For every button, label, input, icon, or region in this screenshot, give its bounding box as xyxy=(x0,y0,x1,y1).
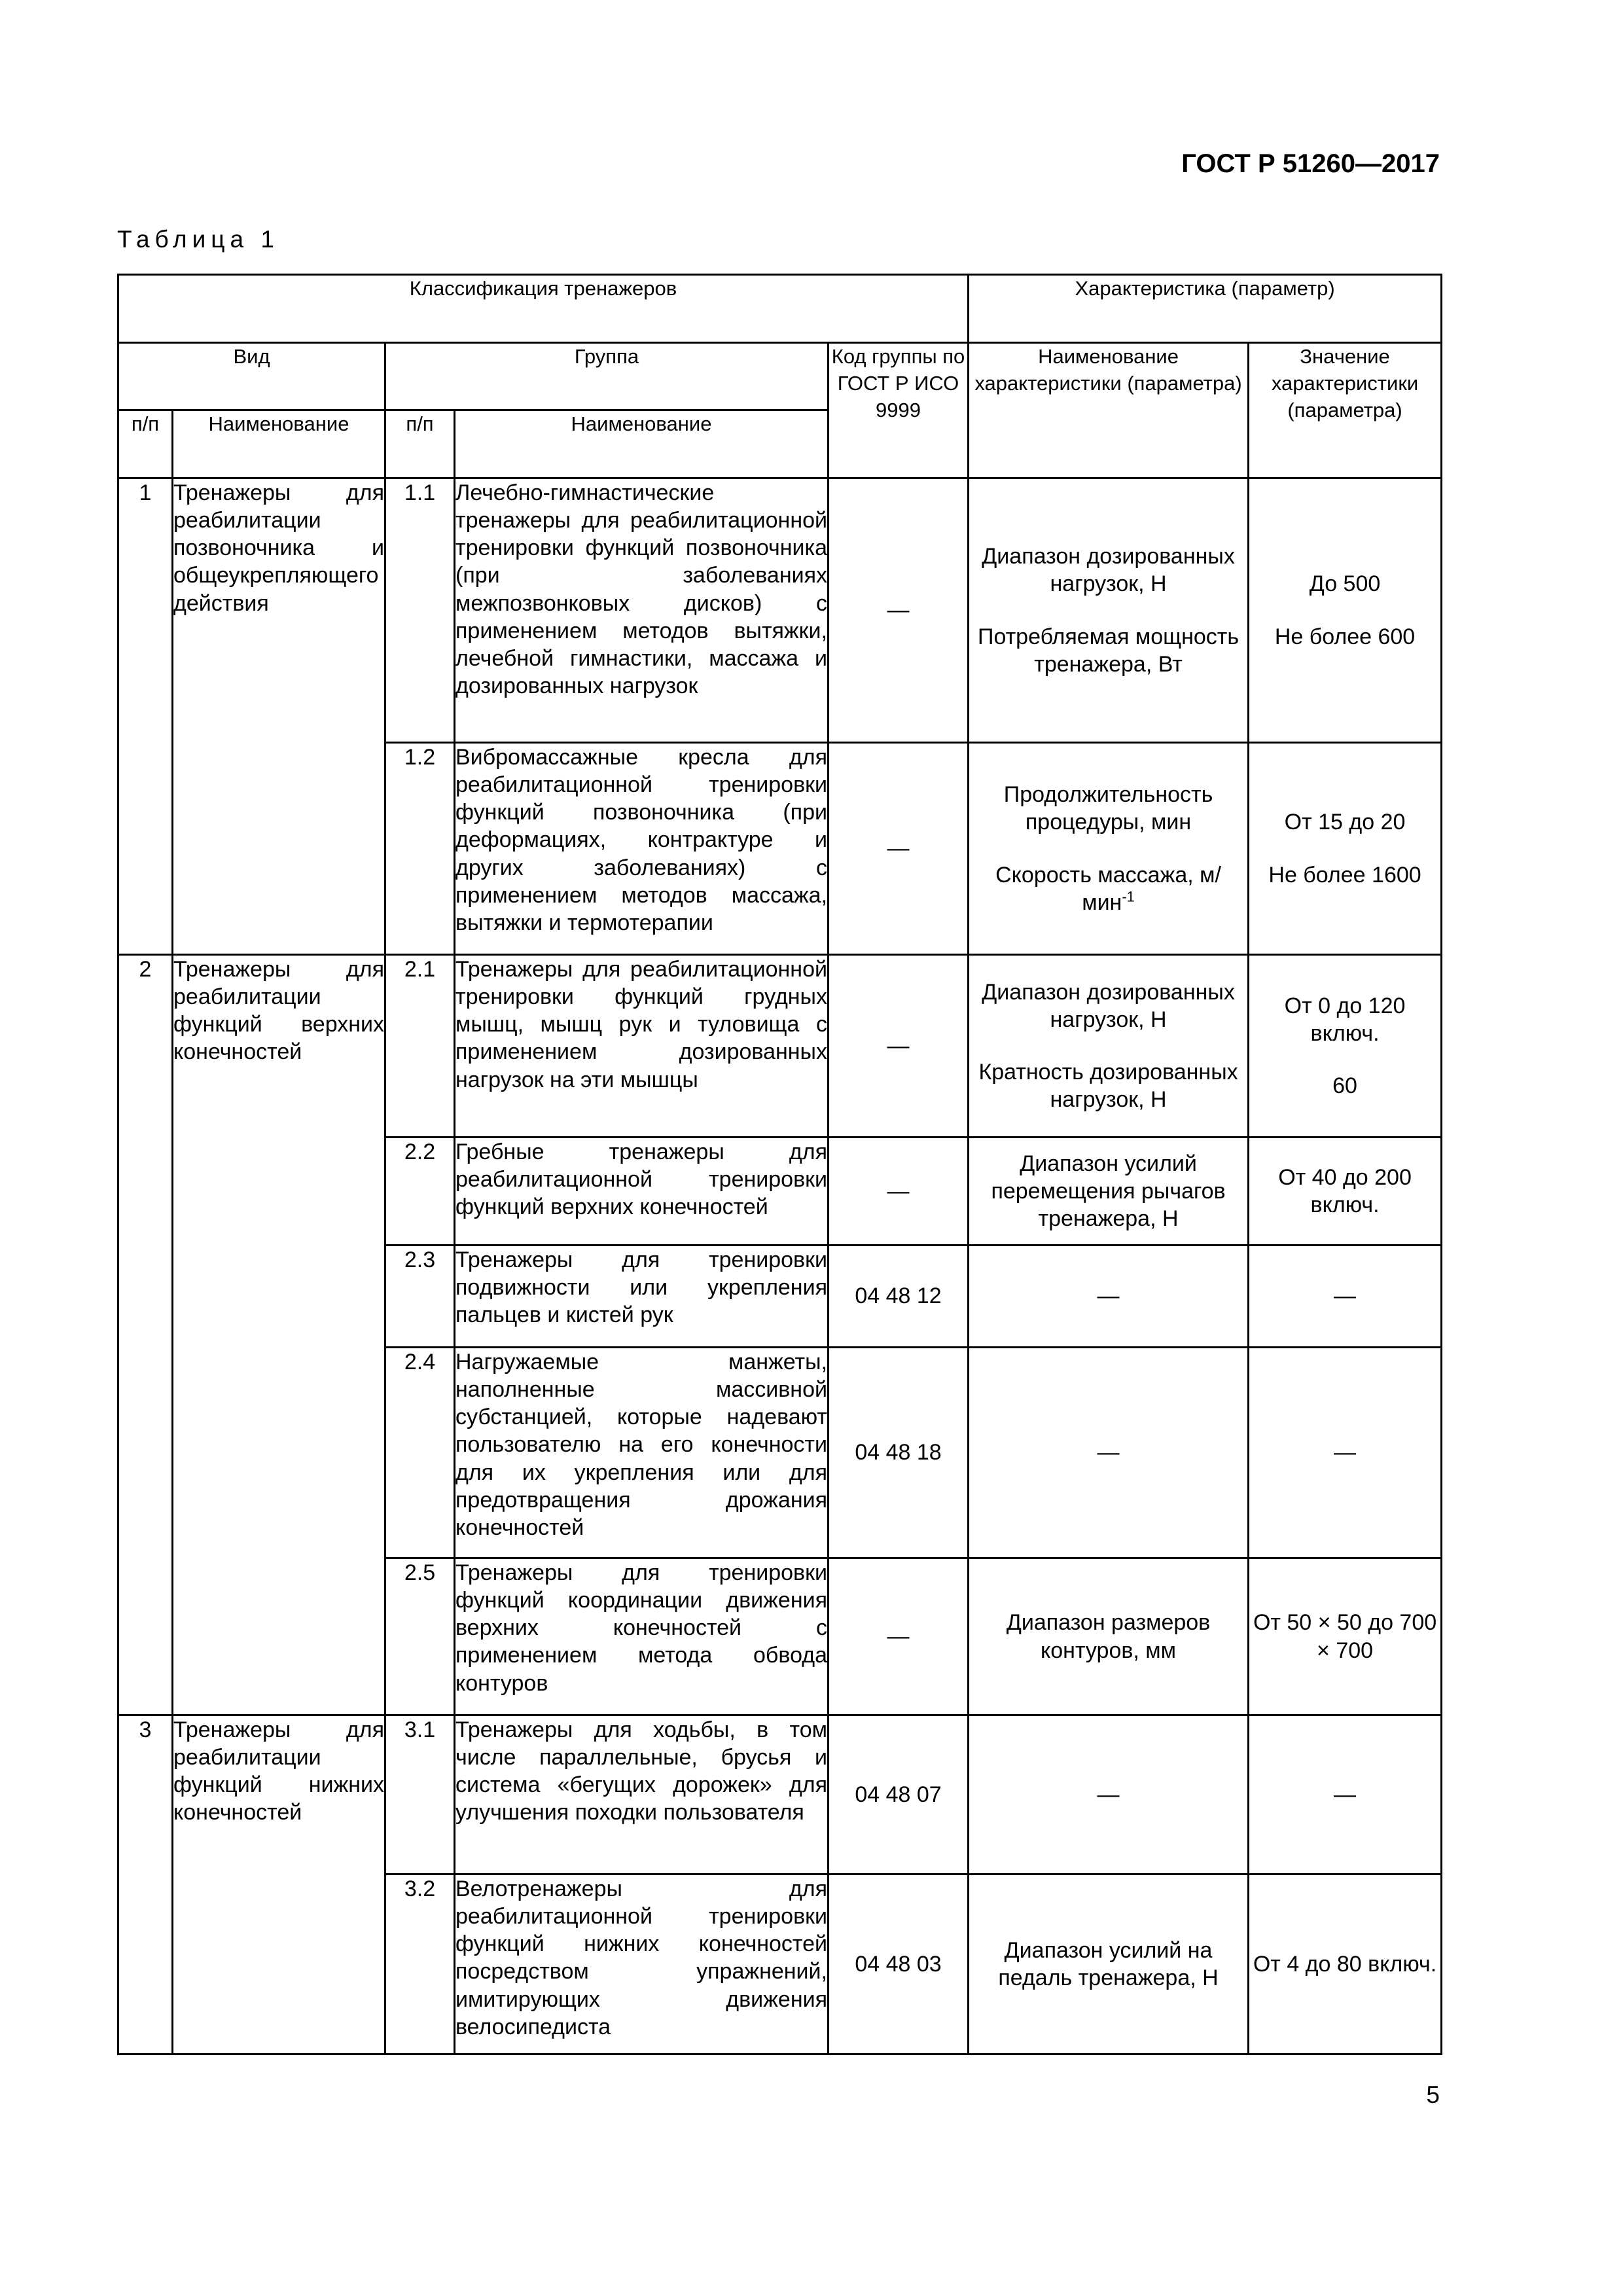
group-number: 1.2 xyxy=(385,743,455,955)
table-row xyxy=(118,478,1442,743)
char-name: — xyxy=(969,1715,1249,1874)
document-code: ГОСТ Р 51260—2017 xyxy=(1181,149,1440,178)
group-number: 3.1 xyxy=(385,1715,455,1874)
char-name-text: Скорость массажа, м/мин xyxy=(995,862,1221,915)
group-number: 3.2 xyxy=(385,1874,455,2054)
table-caption: Таблица 1 xyxy=(117,226,279,253)
char-name xyxy=(969,478,1249,743)
kind-number: 2 xyxy=(118,955,173,1715)
group-code: — xyxy=(829,1558,969,1715)
group-name: Гребные тренажеры для реабилитационной тренировки функций верхних конечностей xyxy=(455,1138,829,1246)
char-value: — xyxy=(1249,1348,1442,1558)
group-code: 04 48 12 xyxy=(829,1246,969,1348)
group-number: 2.5 xyxy=(385,1558,455,1715)
group-name: Тренажеры для реабилитационной тренировки функций грудных мышц, мышц рук и туловища с применением дозированных нагрузок на эти мышцы xyxy=(455,955,829,1138)
char-name-item: Продолжительность процедуры, мин xyxy=(1003,782,1213,835)
char-value: От 4 до 80 включ. xyxy=(1249,1874,1442,2054)
kind-name: Тренажеры для реабилитации функций верхних конечностей xyxy=(173,955,385,1715)
group-number: 2.3 xyxy=(385,1246,455,1348)
kind-number: 3 xyxy=(118,1715,173,2054)
header-kind-pp: п/п xyxy=(118,410,173,478)
group-number: 1.1 xyxy=(385,478,455,743)
header-classification: Классификация тренажеров xyxy=(118,275,969,343)
group-code: — xyxy=(829,478,969,743)
char-value xyxy=(1249,478,1442,743)
char-value-item: Не более 1600 xyxy=(1268,862,1421,888)
char-value-item: От 15 до 20 xyxy=(1284,810,1406,835)
group-name: Нагружаемые манжеты, наполненные массивной субстанцией, которые надевают пользователю на его конечности для их укрепления или для предотвращения дрожания конечностей xyxy=(455,1348,829,1558)
group-name: Тренажеры для ходьбы, в том числе параллельные, брусья и система «бегущих дорожек» для улучшения походки пользователя xyxy=(455,1715,829,1874)
kind-number: 1 xyxy=(118,478,173,955)
group-code: — xyxy=(829,743,969,955)
char-value: — xyxy=(1249,1246,1442,1348)
char-name-item: Потребляемая мощность тренажера, Вт xyxy=(978,624,1240,677)
header-char-name: Наименование характеристики (параметра) xyxy=(969,343,1249,478)
char-name xyxy=(969,743,1249,955)
char-name-item: Диапазон дозированных нагрузок, Н xyxy=(982,544,1235,597)
group-name: Лечебно-гимнастические тренажеры для реабилитационной тренировки функций позвоночника (при заболеваниях межпозвонковых дисков) с применением методов вытяжки, лечебной гимнастики, массажа и дозированных нагрузок xyxy=(455,478,829,743)
group-number: 2.4 xyxy=(385,1348,455,1558)
char-name-item xyxy=(969,861,1247,916)
char-value: — xyxy=(1249,1715,1442,1874)
unit-exponent: -1 xyxy=(1122,888,1135,905)
header-row-2 xyxy=(118,343,1442,410)
group-code: 04 48 07 xyxy=(829,1715,969,1874)
char-value: От 50 × 50 до 700 × 700 xyxy=(1249,1558,1442,1715)
classification-table xyxy=(117,274,1442,2055)
group-code: 04 48 03 xyxy=(829,1874,969,2054)
char-name-item: Диапазон дозированных нагрузок, Н xyxy=(982,979,1235,1032)
char-name: Диапазон усилий на педаль тренажера, Н xyxy=(969,1874,1249,2054)
char-name-item: Кратность дозированных нагрузок, Н xyxy=(978,1060,1238,1113)
header-group-pp: п/п xyxy=(385,410,455,478)
char-value: От 40 до 200 включ. xyxy=(1249,1138,1442,1246)
group-number: 2.2 xyxy=(385,1138,455,1246)
header-code: Код группы по ГОСТ Р ИСО 9999 xyxy=(829,343,969,478)
header-characteristic: Характеристика (параметр) xyxy=(969,275,1442,343)
char-name xyxy=(969,955,1249,1138)
kind-name: Тренажеры для реабилитации позвоночника и общеукрепляющего действия xyxy=(173,478,385,955)
char-value-item: От 0 до 120 включ. xyxy=(1284,993,1406,1046)
header-group-name: Наименование xyxy=(455,410,829,478)
group-name: Тренажеры для тренировки подвижности или укрепления пальцев и кистей рук xyxy=(455,1246,829,1348)
table-row xyxy=(118,1715,1442,1874)
group-code: — xyxy=(829,1138,969,1246)
kind-name: Тренажеры для реабилитации функций нижних конечностей xyxy=(173,1715,385,2054)
char-value-item: До 500 xyxy=(1309,571,1381,597)
char-name: — xyxy=(969,1246,1249,1348)
char-value-item: 60 xyxy=(1332,1073,1357,1099)
group-code: — xyxy=(829,955,969,1138)
group-name: Вибромассажные кресла для реабилитационной тренировки функций позвоночника (при деформациях, контрактуре и других заболеваниях) с применением методов массажа, вытяжки и термотерапии xyxy=(455,743,829,955)
header-group: Группа xyxy=(385,343,829,410)
char-value-item: Не более 600 xyxy=(1274,624,1416,649)
char-name: — xyxy=(969,1348,1249,1558)
header-kind-name: Наименование xyxy=(173,410,385,478)
header-row-1 xyxy=(118,275,1442,343)
group-number: 2.1 xyxy=(385,955,455,1138)
group-name: Тренажеры для тренировки функций координации движения верхних конечностей с применением метода обвода контуров xyxy=(455,1558,829,1715)
char-value xyxy=(1249,743,1442,955)
table-row xyxy=(118,955,1442,1138)
page-number: 5 xyxy=(1426,2081,1440,2108)
header-char-value: Значение характеристики (параметра) xyxy=(1249,343,1442,478)
char-name: Диапазон усилий перемещения рычагов тренажера, Н xyxy=(969,1138,1249,1246)
header-kind: Вид xyxy=(118,343,385,410)
char-name: Диапазон размеров контуров, мм xyxy=(969,1558,1249,1715)
char-value xyxy=(1249,955,1442,1138)
group-code: 04 48 18 xyxy=(829,1348,969,1558)
group-name: Велотренажеры для реабилитационной тренировки функций нижних конечностей посредством упражнений, имитирующих движения велосипедиста xyxy=(455,1874,829,2054)
